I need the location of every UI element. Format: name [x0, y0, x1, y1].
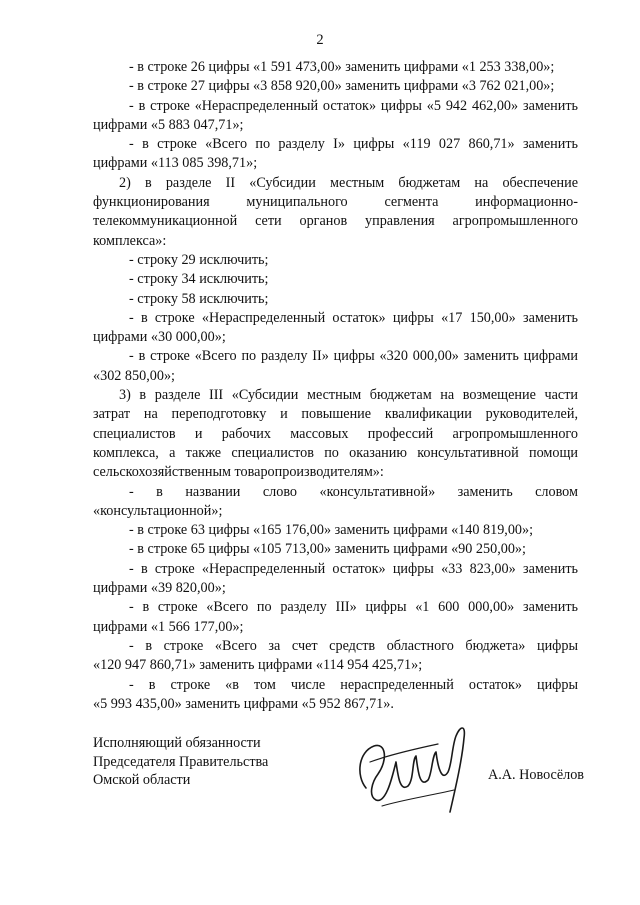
document-body — [93, 58, 578, 714]
handwritten-signature — [352, 716, 470, 816]
text-line: 3) в разделе III «Субсидии местным бюджетам на возмещение части — [119, 387, 578, 404]
text-line: - в строке «Нераспределенный остаток» цифры «33 823,00» заменить — [129, 560, 578, 577]
text-line: - в строке «Всего за счет средств областного бюджета» цифры — [129, 637, 578, 654]
text-line: телекоммуникационной сети органов управления агропромышленного — [93, 213, 578, 230]
signer-name: А.А. Новосёлов — [488, 767, 584, 783]
text-line: - в строке «Всего по разделу I» цифры «119 027 860,71» заменить — [129, 136, 578, 153]
text-line: 2) в разделе II «Субсидии местным бюджетам на обеспечение — [119, 174, 578, 191]
text-line: специалистов и рабочих массовых профессий агропромышленного — [93, 425, 578, 442]
text-line: комплекса»: — [93, 232, 167, 249]
text-line: цифрами «5 883 047,71»; — [93, 116, 244, 133]
text-line: - в строке 26 цифры «1 591 473,00» заменить цифрами «1 253 338,00»; — [129, 59, 555, 75]
text-line: цифрами «39 820,00»; — [93, 580, 226, 597]
signer-position-line: Председателя Правительства — [93, 753, 269, 770]
text-line: - в строке 63 цифры «165 176,00» заменить цифрами «140 819,00»; — [129, 522, 534, 539]
text-line: - в строке «Всего по разделу III» цифры «1 600 000,00» заменить — [129, 599, 578, 616]
text-line: - в строке 65 цифры «105 713,00» заменить цифрами «90 250,00»; — [129, 541, 526, 558]
signer-position-line: Омской области — [93, 772, 191, 788]
signer-position-line: Исполняющий обязанности — [93, 735, 261, 751]
text-line: - в строке 27 цифры «3 858 920,00» заменить цифрами «3 762 021,00»; — [129, 78, 555, 95]
signer-position — [93, 734, 293, 790]
text-line: цифрами «1 566 177,00»; — [93, 618, 244, 635]
text-line: - в строке «Нераспределенный остаток» цифры «17 150,00» заменить — [129, 309, 578, 326]
text-line: «5 993 435,00» заменить цифрами «5 952 867,71». — [93, 695, 394, 712]
text-line: - в строке «Нераспределенный остаток» цифры «5 942 462,00» заменить — [129, 97, 578, 114]
text-line: «120 947 860,71» заменить цифрами «114 954 425,71»; — [93, 657, 423, 674]
text-line: «302 850,00»; — [93, 367, 175, 384]
text-line: - в строке «Всего по разделу II» цифры «320 000,00» заменить цифрами — [129, 348, 578, 365]
text-line: сельскохозяйственным товаропроизводителям»: — [93, 464, 384, 481]
text-line: цифрами «113 085 398,71»; — [93, 155, 258, 172]
text-line: - строку 29 исключить; — [129, 251, 269, 268]
text-line: комплекса, а также специалистов по оказанию консультативной помощи — [93, 444, 578, 461]
text-line: цифрами «30 000,00»; — [93, 329, 226, 346]
text-line: - строку 58 исключить; — [129, 290, 269, 307]
text-line: - в строке «в том числе нераспределенный остаток» цифры — [129, 676, 578, 693]
text-line: «консультационной»; — [93, 502, 223, 519]
text-line: - строку 34 исключить; — [129, 271, 269, 288]
page-number: 2 — [316, 32, 324, 48]
text-line: - в названии слово «консультативной» заменить словом — [129, 483, 578, 500]
text-line: функционирования муниципального сегмента информационно- — [93, 194, 578, 211]
text-line: затрат на переподготовку и повышение квалификации руководителей, — [93, 406, 578, 423]
